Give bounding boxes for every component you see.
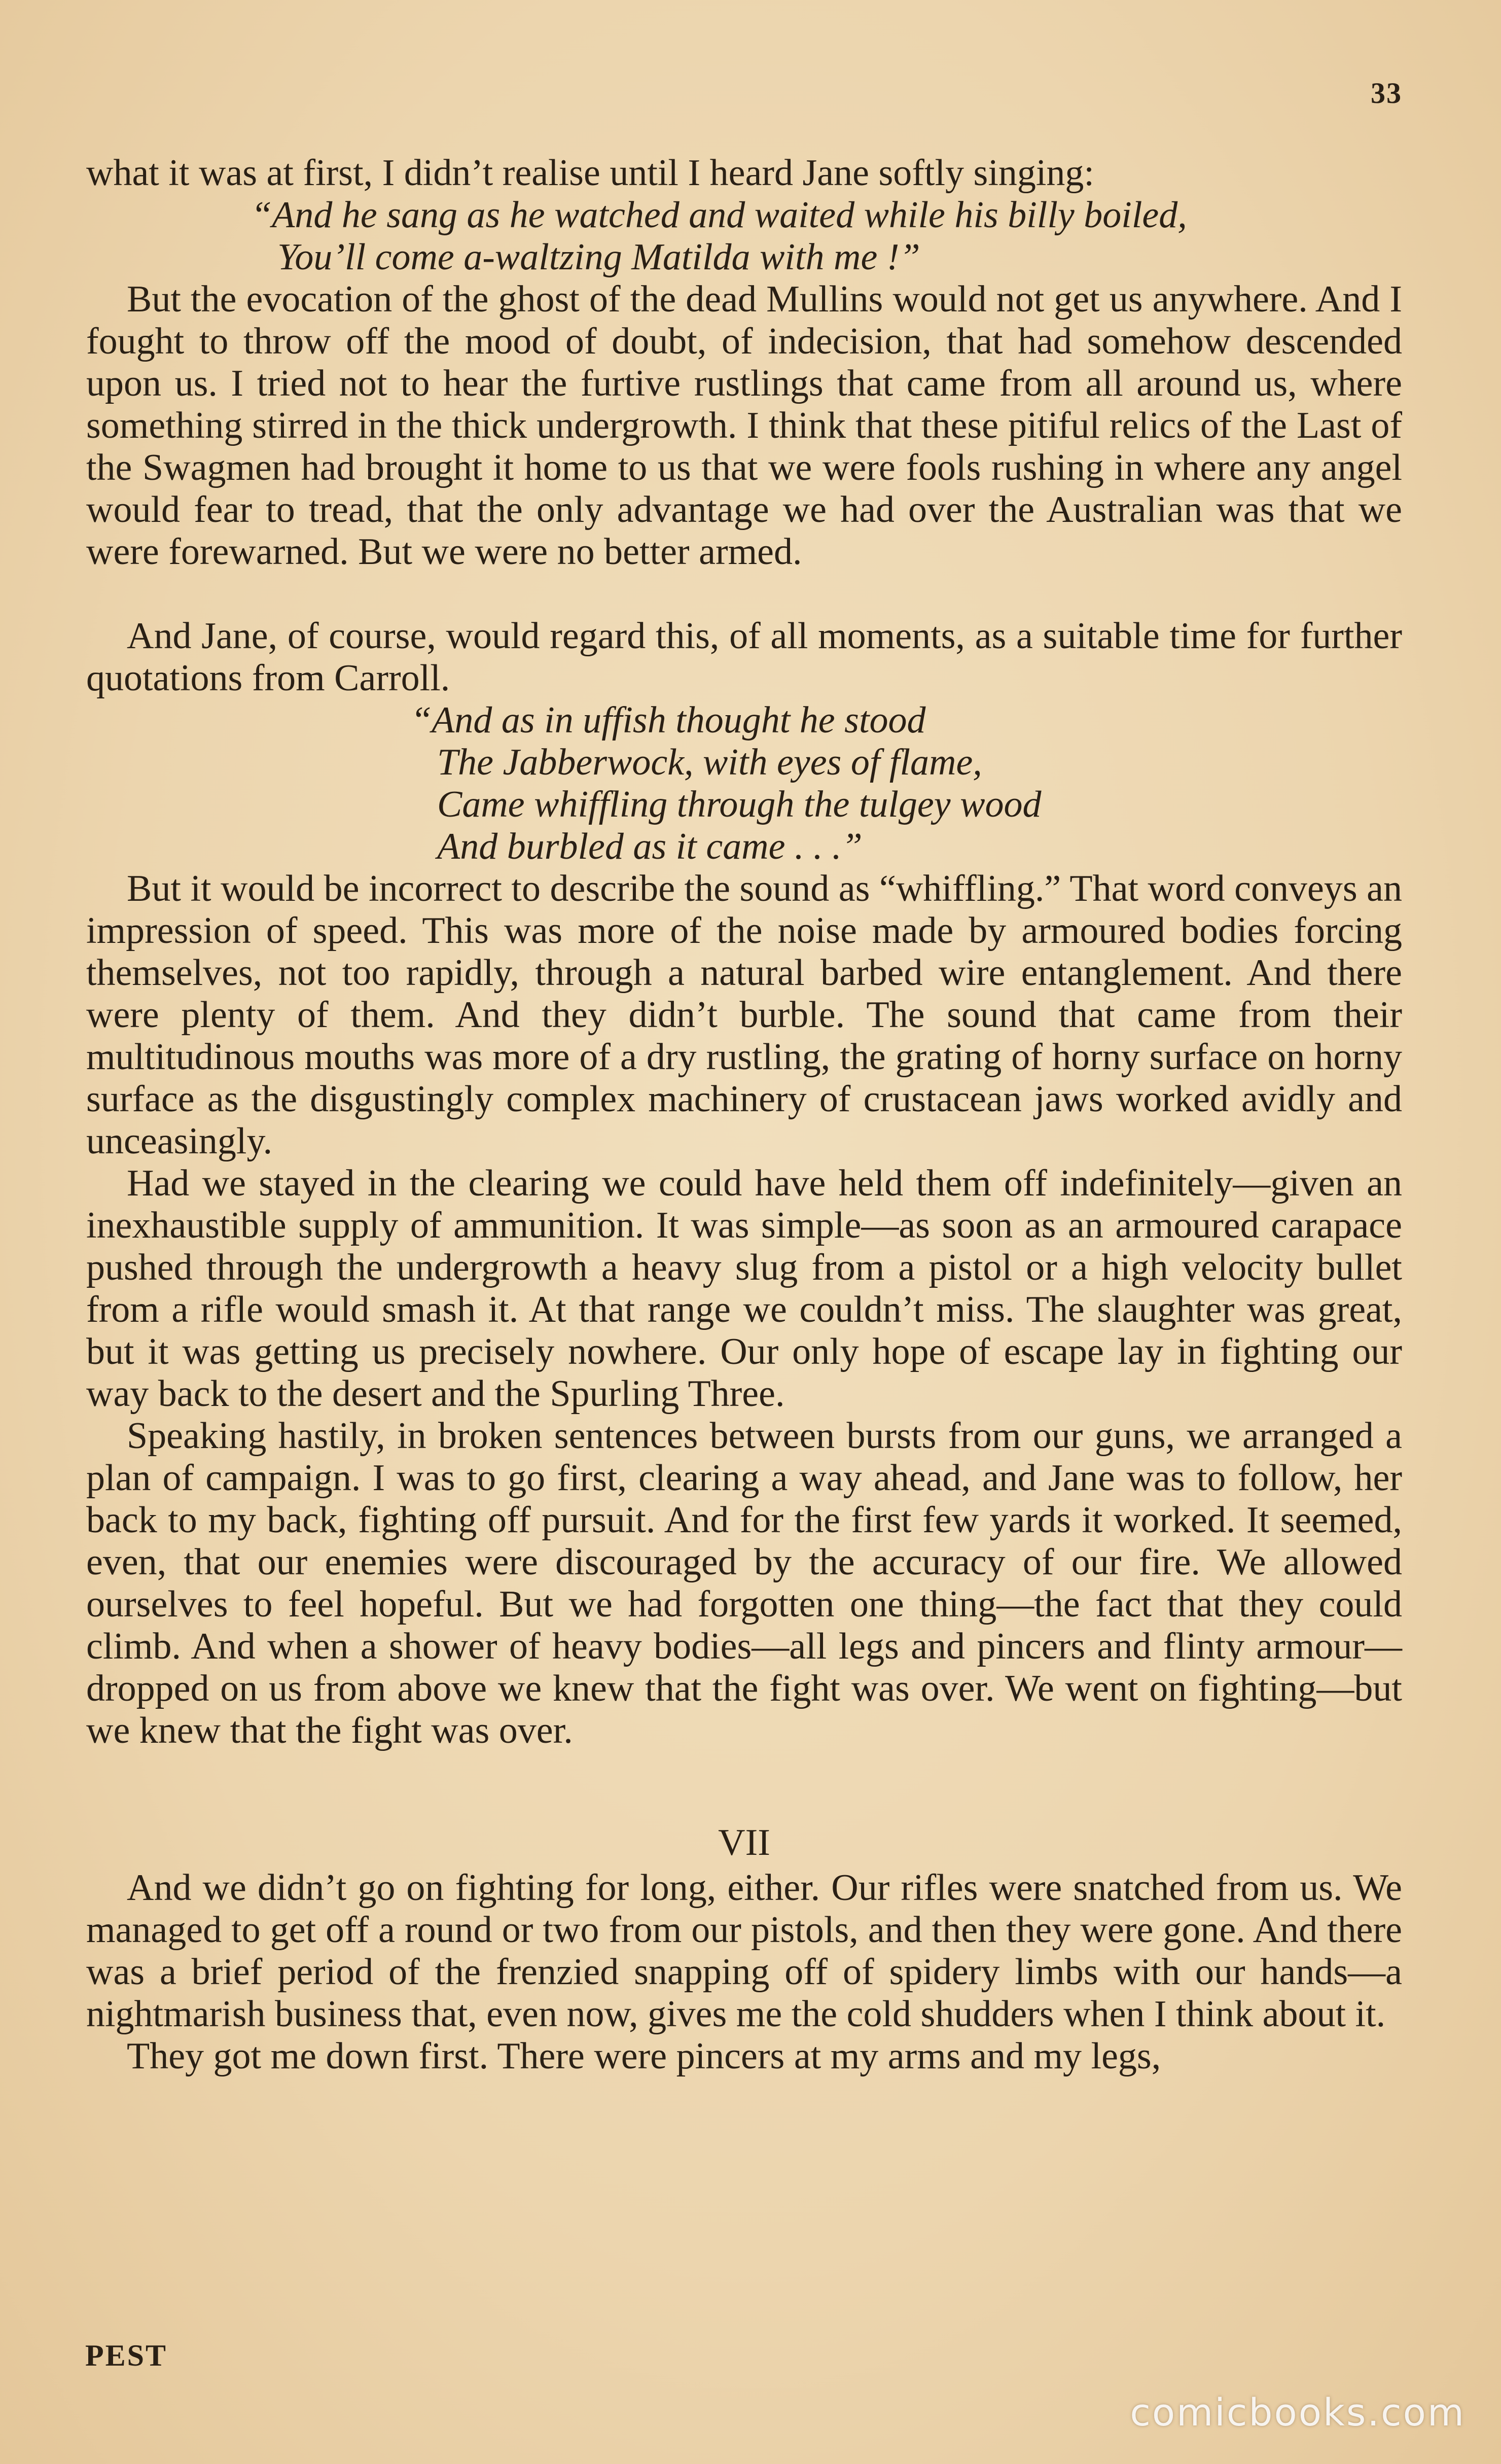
paragraph: Had we stayed in the clearing we could have held them off indefinitely—given an inexhaustible supply of ammunition. It was simple—as soon as an armoured carapace pushed through the undergrowth a heavy slug from a pistol or a high velocity bullet from a rifle would smash it. At that range we couldn’t miss. The slaughter was great, but it was getting us precisely nowhere. Our only hope of escape lay in fighting our way back to the desert and the Spurling Three. — [86, 1163, 1402, 1415]
song-verse — [86, 194, 1402, 278]
paragraph: Speaking hastily, in broken sentences between bursts from our guns, we arranged a plan of campaign. I was to go first, clearing a way ahead, and Jane was to follow, her back to my back, fighting off pursuit. And for the first few yards it worked. It seemed, even, that our enemies were discouraged by the accuracy of our fire. We allowed ourselves to feel hopeful. But we had forgotten one thing—the fact that they could climb. And when a shower of heavy bodies—all legs and pincers and flinty armour—dropped on us from above we knew that the fight was over. We went on fighting—but we knew that the fight was over. — [86, 1415, 1402, 1751]
body-text — [86, 152, 1402, 2078]
paragraph: what it was at first, I didn’t realise until I heard Jane softly singing: — [86, 152, 1094, 194]
verse-line: “And as in uffish thought he stood — [411, 699, 926, 741]
page-number: 33 — [1371, 77, 1402, 110]
verse-line: The Jabberwock, with eyes of flame, — [437, 742, 982, 783]
watermark: comicbooks.com — [1130, 2391, 1466, 2435]
paragraph: They got me down first. There were pincers at my arms and my legs, — [127, 2035, 1161, 2077]
verse-line: And burbled as it came . . .” — [437, 826, 863, 867]
paragraph: And we didn’t go on fighting for long, either. Our rifles were snatched from us. We managed to get off a round or two from our pistols, and then they were gone. And there was a brief period of the frenzied snapping off of spidery limbs with our hands—a nightmarish business that, even now, gives me the cold shudders when I think about it. — [86, 1867, 1402, 2035]
poem-verse — [86, 699, 1402, 868]
verse-line: You’ll come a-waltzing Matilda with me !” — [277, 236, 920, 278]
footer-title: PEST — [85, 2339, 168, 2372]
paragraph: But it would be incorrect to describe the sound as “whiffling.” That word conveys an impression of speed. This was more of the noise made by armoured bodies forcing themselves, not too rapidly, through a natural barbed wire entanglement. And there were plenty of them. And they didn’t burble. The sound that came from their multitudinous mouths was more of a dry rustling, the grating of horny surface on horny surface as the disgustingly complex machinery of crustacean jaws worked avidly and unceasingly. — [86, 868, 1402, 1162]
section-heading: VII — [718, 1822, 770, 1863]
paragraph: But the evocation of the ghost of the dead Mullins would not get us anywhere. And I fought to throw off the mood of doubt, of indecision, that had somehow descended upon us. I tried not to hear the furtive rustlings that came from all around us, where something stirred in the thick undergrowth. I think that these pitiful relics of the Last of the Swagmen had brought it home to us that we were fools rushing in where any angel would fear to tread, that the only advantage we had over the Australian was that we were forewarned. But we were no better armed. — [86, 278, 1402, 573]
verse-line: “And he sang as he watched and waited while his billy boiled, — [251, 194, 1187, 236]
paragraph: And Jane, of course, would regard this, of all moments, as a suitable time for further quotations from Carroll. — [86, 615, 1402, 699]
verse-line: Came whiffling through the tulgey wood — [437, 784, 1042, 825]
